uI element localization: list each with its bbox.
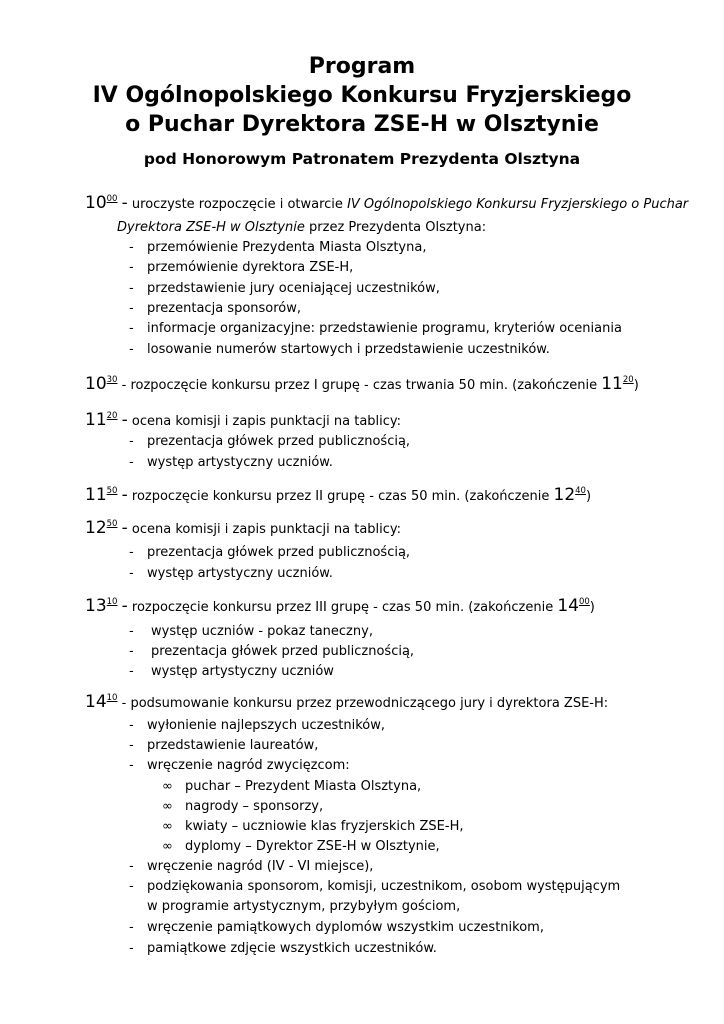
time-1310: $13^{10}$	[85, 596, 118, 616]
time-1120: $11^{20}$	[85, 410, 118, 430]
award-item: nagrody – sponsorzy,	[185, 799, 324, 814]
list-item: wręczenie nagród (IV - VI miejsce),	[147, 859, 374, 874]
infinity-bullet-icon: ∞	[162, 779, 173, 794]
list-item: losowanie numerów startowych i przedstawienie uczestników.	[147, 342, 550, 357]
title-contest: IV Ogólnopolskiego Konkursu Fryzjerskiego	[92, 83, 632, 108]
list-item: wręczenie nagród zwycięzcom:	[147, 758, 350, 773]
list-item: prezentacja główek przed publicznością,	[151, 644, 415, 659]
schedule-entry-1030: $10^{30}$ - rozpoczęcie konkursu przez I grupę - czas trwania 50 min. (zakończenie $11^{20}$)	[85, 374, 639, 394]
time-1240-end: $12^{40}$	[553, 485, 586, 505]
list-item: wręczenie pamiątkowych dyplomów wszystkim uczestnikom,	[147, 920, 544, 935]
title-trophy: o Puchar Dyrektora ZSE-H w Olsztynie	[125, 112, 599, 137]
schedule-entry-1000: $10^{00}$ - uroczyste rozpoczęcie i otwarcie IV Ogólnopolskiego Konkursu Fryzjerskiego o Puchar	[85, 193, 689, 213]
infinity-bullet-icon: ∞	[162, 819, 173, 834]
schedule-entry-1120: $11^{20}$ - ocena komisji i zapis punktacji na tablicy:	[85, 410, 402, 430]
list-item: występ artystyczny uczniów	[151, 664, 334, 679]
title-program: Program	[308, 54, 416, 79]
award-item: puchar – Prezydent Miasta Olsztyna,	[185, 779, 422, 794]
schedule-entry-1000-cont: Dyrektora ZSE-H w Olsztynie przez Prezydenta Olsztyna:	[117, 220, 487, 235]
list-item: prezentacja główek przed publicznością,	[147, 545, 411, 560]
infinity-bullet-icon: ∞	[162, 839, 173, 854]
list-item: prezentacja główek przed publicznością,	[147, 434, 411, 449]
list-item: wyłonienie najlepszych uczestników,	[147, 718, 386, 733]
schedule-entry-1310: $13^{10}$ - rozpoczęcie konkursu przez III grupę - czas 50 min. (zakończenie $14^{00}$)	[85, 596, 595, 616]
time-1030: $10^{30}$	[85, 374, 118, 394]
list-item: pamiątkowe zdjęcie wszystkich uczestników.	[147, 941, 437, 956]
schedule-entry-1150: $11^{50}$ - rozpoczęcie konkursu przez II grupę - czas 50 min. (zakończenie $12^{40}$)	[85, 485, 592, 505]
list-item: przemówienie dyrektora ZSE-H,	[147, 260, 354, 275]
time-1000: $10^{00}$	[85, 193, 118, 213]
list-item: przedstawienie jury oceniającej uczestników,	[147, 281, 440, 296]
time-1120-end: $11^{20}$	[601, 374, 634, 394]
award-item: kwiaty – uczniowie klas fryzjerskich ZSE-H,	[185, 819, 464, 834]
time-1400-end: $14^{00}$	[557, 596, 590, 616]
list-item: występ artystyczny uczniów.	[147, 566, 333, 581]
list-item: podziękowania sponsorom, komisji, uczestnikom, osobom występującym	[147, 879, 621, 894]
list-item-continuation: w programie artystycznym, przybyłym gościom,	[147, 899, 461, 914]
subtitle-patronage: pod Honorowym Patronatem Prezydenta Olsztyna	[143, 150, 581, 168]
infinity-bullet-icon: ∞	[162, 799, 173, 814]
list-item: informacje organizacyjne: przedstawienie programu, kryteriów oceniania	[147, 321, 622, 336]
list-item: prezentacja sponsorów,	[147, 301, 302, 316]
time-1250: $12^{50}$	[85, 518, 118, 538]
list-item: występ uczniów - pokaz taneczny,	[151, 624, 373, 639]
schedule-entry-1250: $12^{50}$ - ocena komisji i zapis punktacji na tablicy:	[85, 518, 402, 538]
list-item: przedstawienie laureatów,	[147, 738, 319, 753]
list-item: przemówienie Prezydenta Miasta Olsztyna,	[147, 240, 427, 255]
award-item: dyplomy – Dyrektor ZSE-H w Olsztynie,	[185, 839, 440, 854]
schedule-entry-1410: $14^{10}$ - podsumowanie konkursu przez przewodniczącego jury i dyrektora ZSE-H:	[85, 692, 609, 712]
time-1150: $11^{50}$	[85, 485, 118, 505]
list-item: występ artystyczny uczniów.	[147, 455, 333, 470]
time-1410: $14^{10}$	[85, 692, 118, 712]
